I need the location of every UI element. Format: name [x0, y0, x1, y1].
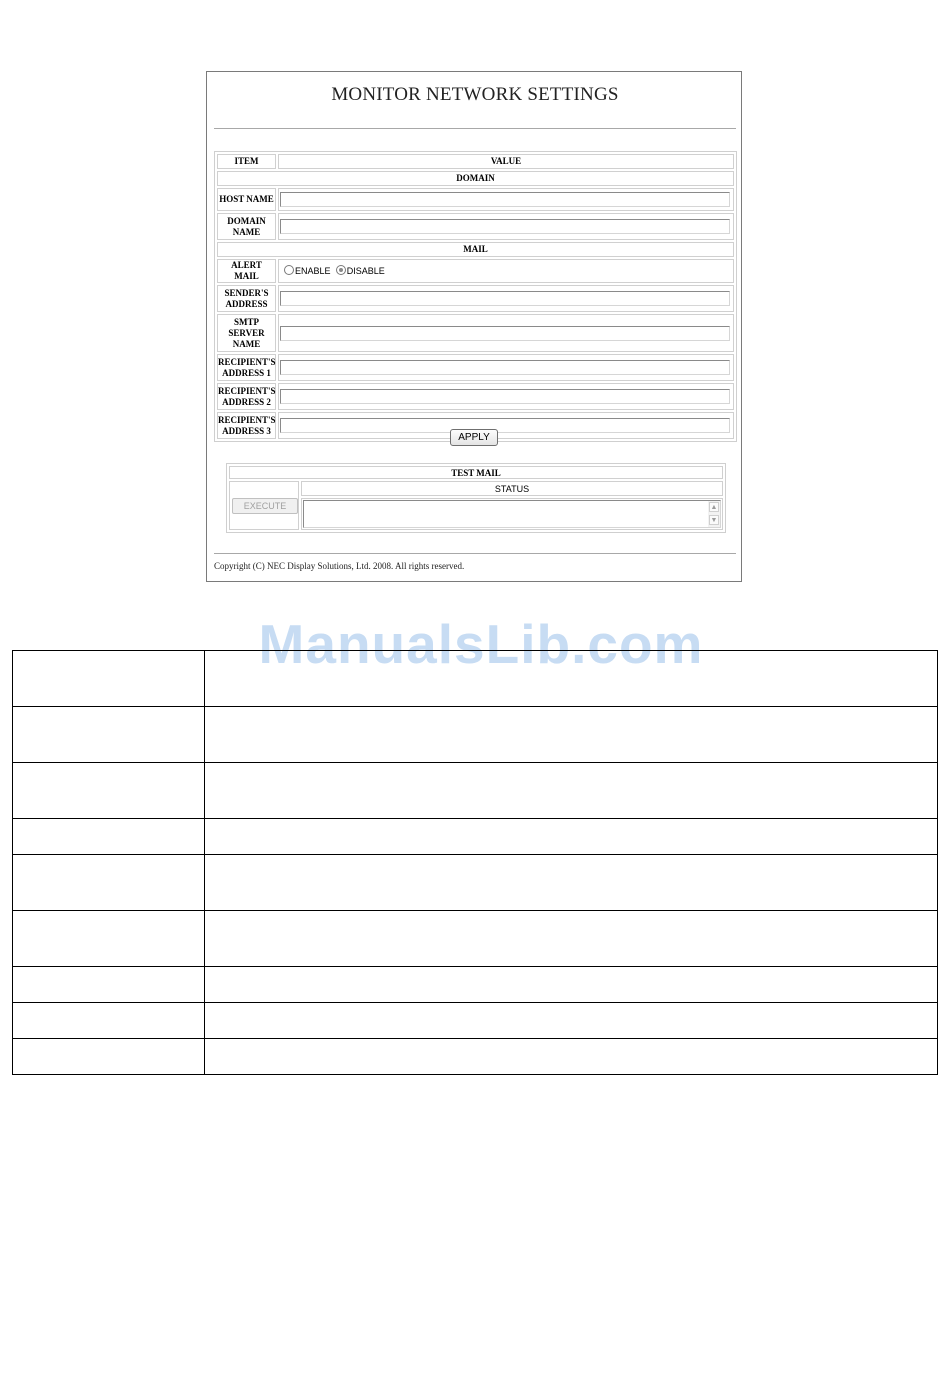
test-mail-box [226, 463, 726, 533]
item-cell [13, 651, 205, 707]
page-title: MONITOR NETWORK SETTINGS [331, 84, 619, 105]
enable-radio-label[interactable]: ENABLE [295, 266, 331, 276]
item-cell [13, 819, 205, 855]
table-row [13, 1039, 938, 1075]
recipient-1-label [217, 354, 276, 381]
smtp-server-input[interactable] [280, 326, 730, 341]
section-domain: DOMAIN [217, 171, 734, 186]
description-cell [205, 1039, 938, 1075]
disable-radio-label[interactable]: DISABLE [346, 266, 385, 276]
header-item: ITEM [217, 154, 276, 169]
recipient-1-input[interactable] [280, 360, 730, 375]
description-cell [205, 911, 938, 967]
status-header: STATUS [301, 481, 723, 496]
description-cell [205, 707, 938, 763]
disable-radio[interactable] [336, 265, 346, 275]
recipient-2-label [217, 383, 276, 410]
test-mail-action-cell [229, 481, 299, 530]
execute-button[interactable]: EXECUTE [232, 498, 298, 514]
table-header-row [217, 154, 734, 169]
description-cell [205, 763, 938, 819]
row-domain-name [217, 213, 734, 240]
recipient-2-label-text: RECIPIENT'S ADDRESS 2 [218, 385, 276, 407]
enable-radio[interactable] [284, 265, 294, 275]
host-name-label: HOST NAME [217, 188, 276, 211]
item-cell [13, 1003, 205, 1039]
sender-address-label-text: SENDER'S ADDRESS [224, 287, 269, 309]
sender-address-label [217, 285, 276, 312]
description-cell [205, 819, 938, 855]
header-value: VALUE [278, 154, 734, 169]
sender-address-input[interactable] [280, 291, 730, 306]
section-mail: MAIL [217, 242, 734, 257]
table-row [13, 911, 938, 967]
table-row [13, 855, 938, 911]
table-row [13, 651, 938, 707]
description-cell [205, 855, 938, 911]
table-row [13, 967, 938, 1003]
recipient-3-label-text: RECIPIENT'S ADDRESS 3 [218, 414, 276, 436]
status-cell [301, 498, 723, 530]
scroll-down-icon[interactable]: ▼ [710, 516, 718, 524]
item-cell [13, 967, 205, 1003]
row-recipient-1 [217, 354, 734, 381]
description-table [12, 650, 938, 1075]
row-smtp-server [217, 314, 734, 352]
settings-table [214, 151, 737, 442]
status-textarea[interactable] [303, 500, 721, 528]
description-cell [205, 1003, 938, 1039]
domain-name-label [217, 213, 276, 240]
domain-name-label-text: DOMAIN NAME [227, 215, 266, 237]
table-row [13, 763, 938, 819]
scroll-up-icon[interactable]: ▲ [710, 503, 718, 511]
smtp-server-label-text: SMTP SERVER NAME [228, 316, 265, 349]
table-row [13, 819, 938, 855]
item-cell [13, 707, 205, 763]
footer-divider [214, 553, 736, 554]
title-divider [214, 128, 736, 129]
network-settings-panel [206, 71, 742, 582]
alert-mail-label: ALERT MAIL [217, 259, 276, 283]
domain-name-input[interactable] [280, 219, 730, 234]
row-sender-address [217, 285, 734, 312]
smtp-server-label [217, 314, 276, 352]
description-cell [205, 967, 938, 1003]
description-cell [205, 651, 938, 707]
item-cell [13, 911, 205, 967]
item-cell [13, 763, 205, 819]
item-cell [13, 855, 205, 911]
recipient-2-input[interactable] [280, 389, 730, 404]
copyright-text: Copyright (C) NEC Display Solutions, Ltd. 2008. All rights reserved. [214, 561, 465, 571]
status-scrollbar[interactable] [708, 501, 720, 527]
recipient-3-label [217, 412, 276, 439]
section-row-domain [217, 171, 734, 186]
row-recipient-2 [217, 383, 734, 410]
section-row-mail [217, 242, 734, 257]
apply-button[interactable]: APPLY [450, 429, 498, 446]
table-row [13, 1003, 938, 1039]
recipient-3-input[interactable] [280, 418, 730, 433]
watermark: ManualsLib.com [258, 613, 704, 675]
recipient-1-label-text: RECIPIENT'S ADDRESS 1 [218, 356, 276, 378]
item-cell [13, 1039, 205, 1075]
table-row [13, 707, 938, 763]
row-host-name [217, 188, 734, 211]
host-name-input[interactable] [280, 192, 730, 207]
row-alert-mail [217, 259, 734, 283]
test-mail-title: TEST MAIL [229, 466, 723, 479]
